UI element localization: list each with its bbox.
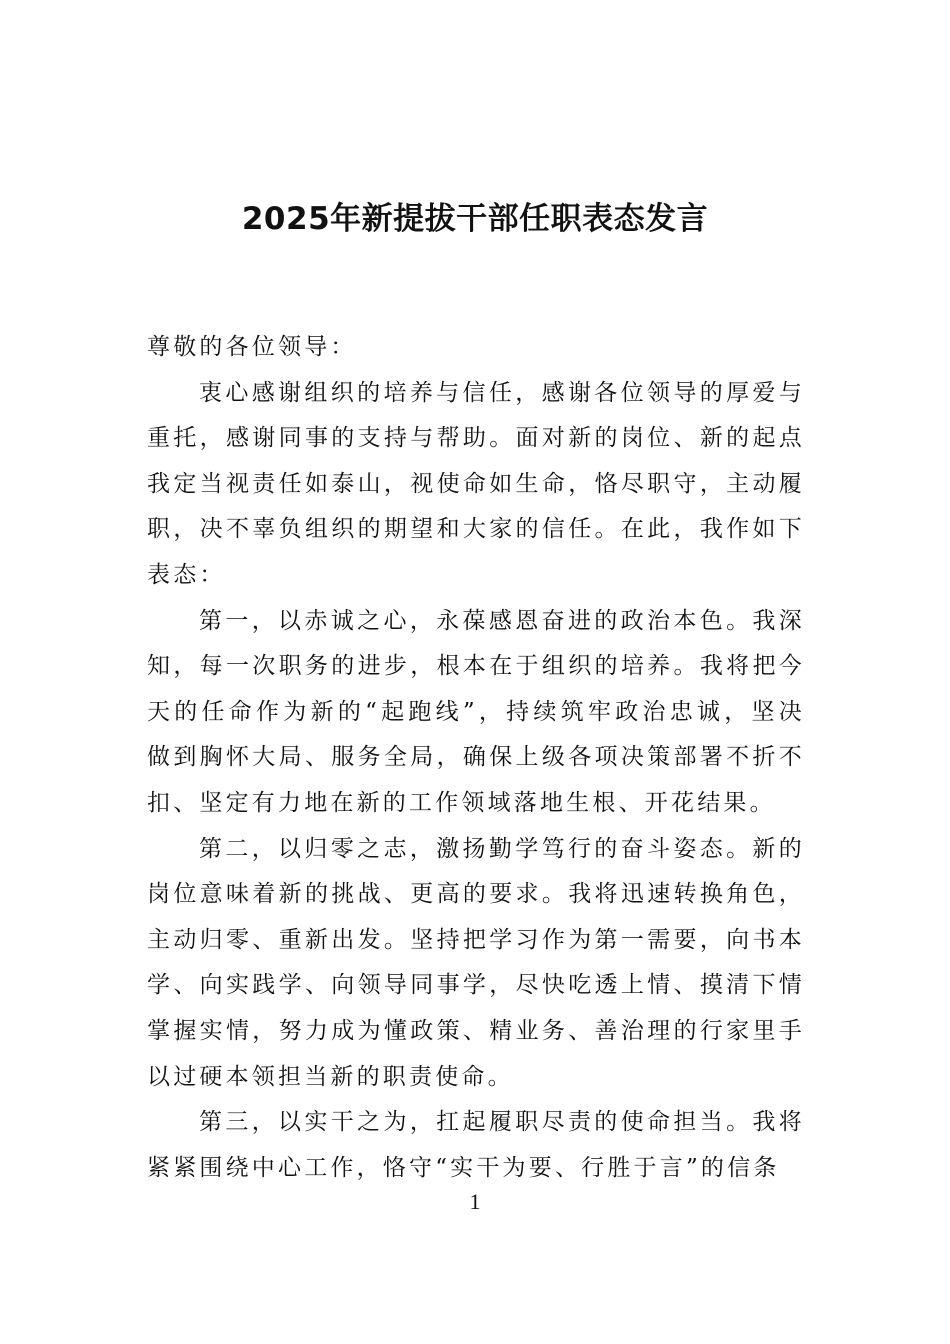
salutation: 尊敬的各位领导： [147, 334, 357, 360]
paragraph-first-point: 第一，以赤诚之心，永葆感恩奋进的政治本色。我深知，每一次职务的进步，根本在于组织的培养。我将把今天的任命作为新的“起跑线”，持续筑牢政治忠诚，坚决做到胸怀大局、服务全局，确保上级各项决策部署不折不扣、坚定有力地在新的工作领域落地生根、开花结果。 [147, 607, 805, 816]
document-body [147, 325, 805, 1191]
page-number: 1 [469, 1189, 481, 1214]
paragraph-second-point: 第二，以归零之志，激扬勤学笃行的奋斗姿态。新的岗位意味着新的挑战、更高的要求。我将迅速转换角色，主动归零、重新出发。坚持把学习作为第一需要，向书本学、向实践学、向领导同事学，尽快吃透上情、摸清下情掌握实情，努力成为懂政策、精业务、善治理的行家里手以过硬本领担当新的职责使命。 [147, 835, 805, 1090]
paragraph-gratitude: 衷心感谢组织的培养与信任，感谢各位领导的厚爱与重托，感谢同事的支持与帮助。面对新的岗位、新的起点我定当视责任如泰山，视使命如生命，恪尽职守，主动履职，决不辜负组织的期望和大家的信任。在此，我作如下表态： [147, 379, 805, 588]
paragraph-third-point: 第三，以实干之为，扛起履职尽责的使命担当。我将紧紧围绕中心工作，恪守“实干为要、行胜于言”的信条 [147, 1109, 805, 1181]
document-title: 2025年新提拔干部任职表态发言 [241, 201, 709, 237]
